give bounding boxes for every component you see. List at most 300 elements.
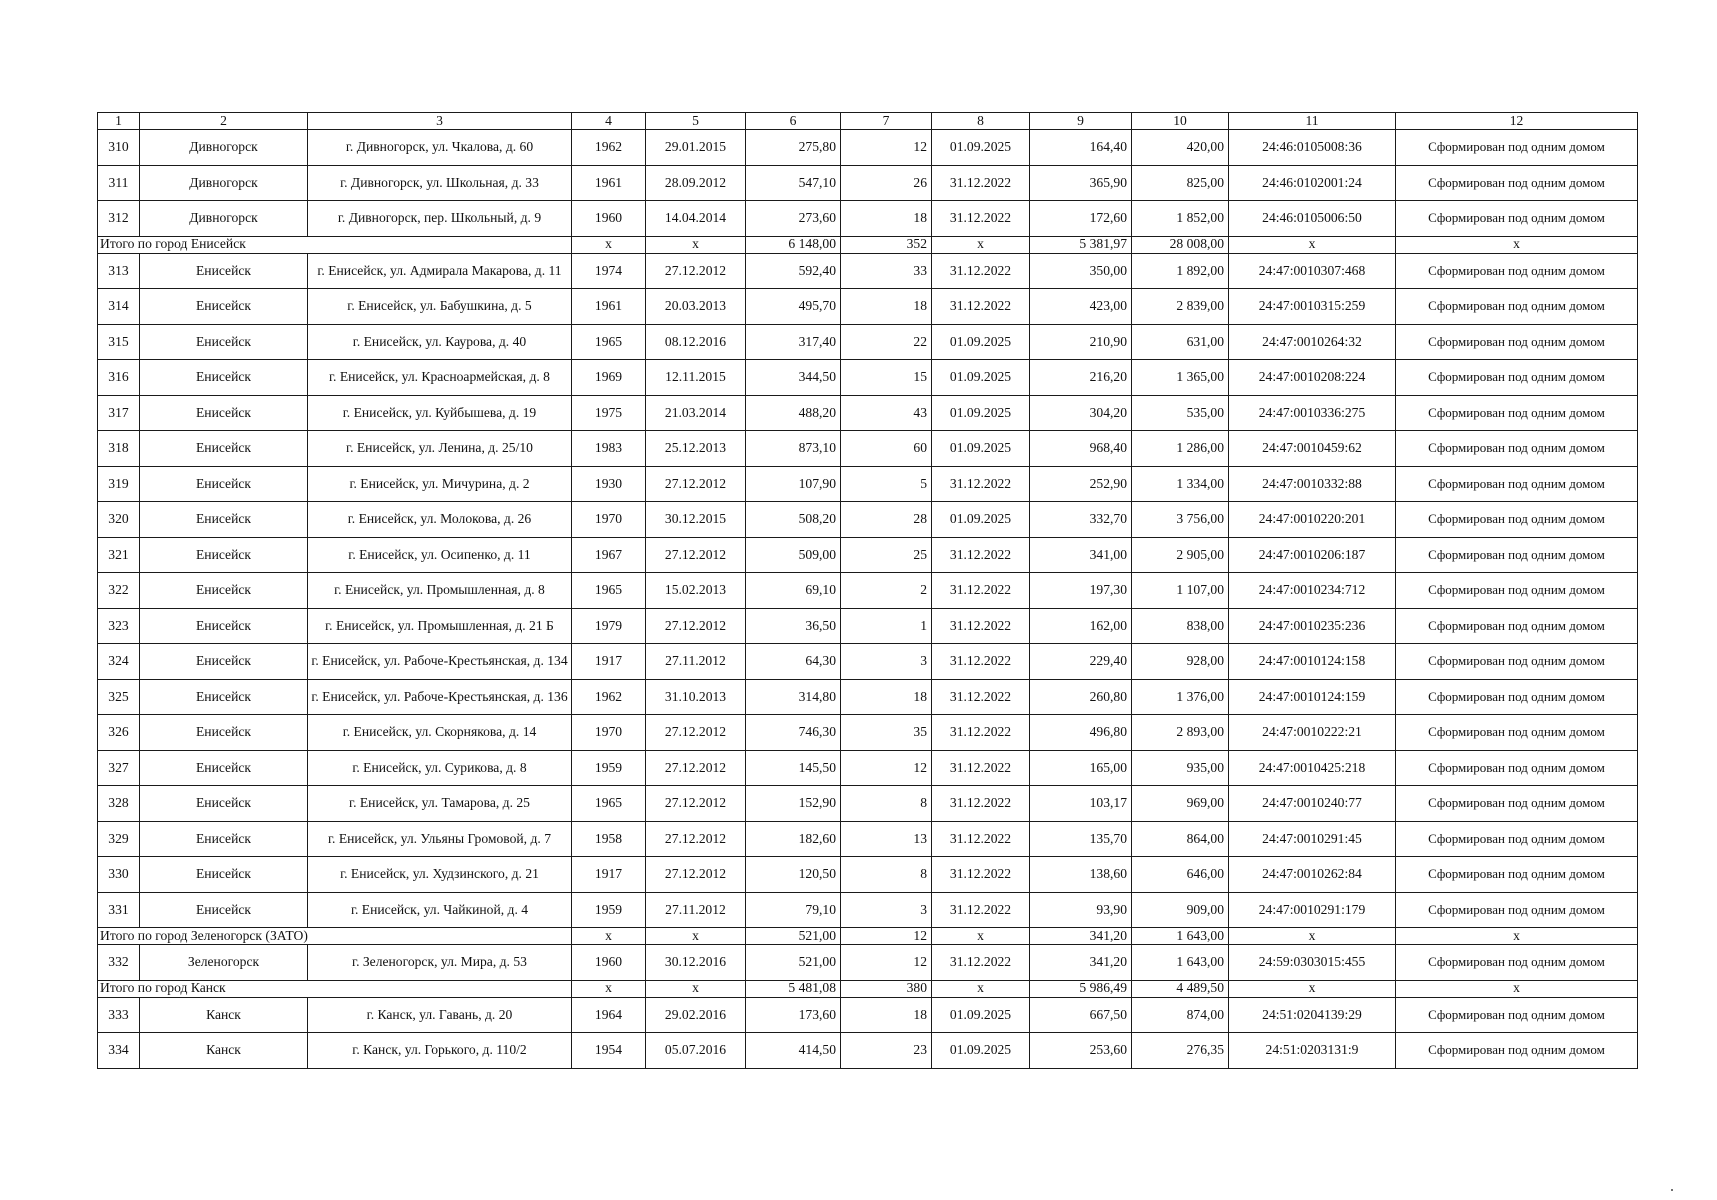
municipality-cell: Енисейск: [140, 715, 308, 751]
cadastral-number-cell: 24:51:0204139:29: [1229, 997, 1396, 1033]
table-row: [98, 324, 1638, 360]
deadline-date-cell: 31.12.2022: [932, 892, 1030, 928]
status-cell: x: [1396, 928, 1638, 945]
value-col-9-cell: 216,20: [1030, 360, 1132, 396]
date-cell: 29.01.2015: [646, 130, 746, 166]
address-cell: г. Енисейск, ул. Каурова, д. 40: [308, 324, 572, 360]
build-year-cell: 1964: [572, 997, 646, 1033]
address-cell: г. Енисейск, ул. Промышленная, д. 8: [308, 573, 572, 609]
row-number-cell: 332: [98, 945, 140, 981]
deadline-date-cell: 31.12.2022: [932, 945, 1030, 981]
value-col-9-cell: 5 381,97: [1030, 236, 1132, 253]
value-col-10-cell: 1 365,00: [1132, 360, 1229, 396]
deadline-date-cell: 01.09.2025: [932, 997, 1030, 1033]
address-cell: г. Енисейск, ул. Скорнякова, д. 14: [308, 715, 572, 751]
value-col-10-cell: 535,00: [1132, 395, 1229, 431]
value-col-10-cell: 631,00: [1132, 324, 1229, 360]
count-cell: 26: [841, 165, 932, 201]
value-col-9-cell: 423,00: [1030, 289, 1132, 325]
status-cell: Сформирован под одним домом: [1396, 130, 1638, 166]
date-cell: x: [646, 236, 746, 253]
address-cell: г. Енисейск, ул. Ульяны Громовой, д. 7: [308, 821, 572, 857]
status-cell: Сформирован под одним домом: [1396, 679, 1638, 715]
cadastral-number-cell: 24:47:0010220:201: [1229, 502, 1396, 538]
address-cell: г. Енисейск, ул. Тамарова, д. 25: [308, 786, 572, 822]
value-col-10-cell: 935,00: [1132, 750, 1229, 786]
value-col-10-cell: 2 893,00: [1132, 715, 1229, 751]
date-cell: x: [646, 928, 746, 945]
status-cell: Сформирован под одним домом: [1396, 502, 1638, 538]
deadline-date-cell: 31.12.2022: [932, 573, 1030, 609]
area-cell: 36,50: [746, 608, 841, 644]
row-number-cell: 312: [98, 201, 140, 237]
deadline-date-cell: 31.12.2022: [932, 165, 1030, 201]
address-cell: г. Енисейск, ул. Красноармейская, д. 8: [308, 360, 572, 396]
date-cell: 05.07.2016: [646, 1033, 746, 1069]
value-col-10-cell: 969,00: [1132, 786, 1229, 822]
deadline-date-cell: 01.09.2025: [932, 395, 1030, 431]
value-col-9-cell: 138,60: [1030, 857, 1132, 893]
address-cell: г. Енисейск, ул. Худзинского, д. 21: [308, 857, 572, 893]
cadastral-number-cell: 24:47:0010307:468: [1229, 253, 1396, 289]
deadline-date-cell: 31.12.2022: [932, 821, 1030, 857]
area-cell: 592,40: [746, 253, 841, 289]
area-cell: 120,50: [746, 857, 841, 893]
date-cell: 27.12.2012: [646, 537, 746, 573]
row-number-cell: 322: [98, 573, 140, 609]
row-number-cell: 324: [98, 644, 140, 680]
count-cell: 22: [841, 324, 932, 360]
build-year-cell: 1961: [572, 289, 646, 325]
table-row: [98, 997, 1638, 1033]
deadline-date-cell: 01.09.2025: [932, 502, 1030, 538]
municipality-cell: Енисейск: [140, 750, 308, 786]
cadastral-number-cell: 24:47:0010262:84: [1229, 857, 1396, 893]
build-year-cell: 1930: [572, 466, 646, 502]
row-number-cell: 328: [98, 786, 140, 822]
municipality-cell: Енисейск: [140, 857, 308, 893]
subtotal-row: [98, 928, 1638, 945]
count-cell: 2: [841, 573, 932, 609]
value-col-9-cell: 229,40: [1030, 644, 1132, 680]
date-cell: 27.12.2012: [646, 750, 746, 786]
area-cell: 508,20: [746, 502, 841, 538]
build-year-cell: 1959: [572, 750, 646, 786]
date-cell: 27.12.2012: [646, 715, 746, 751]
area-cell: 521,00: [746, 945, 841, 981]
value-col-10-cell: 1 892,00: [1132, 253, 1229, 289]
subtotal-row: [98, 236, 1638, 253]
status-cell: Сформирован под одним домом: [1396, 466, 1638, 502]
area-cell: 414,50: [746, 1033, 841, 1069]
address-cell: г. Енисейск, ул. Рабоче-Крестьянская, д. 136: [308, 679, 572, 715]
row-number-cell: 314: [98, 289, 140, 325]
value-col-10-cell: 1 107,00: [1132, 573, 1229, 609]
count-cell: 33: [841, 253, 932, 289]
area-cell: 182,60: [746, 821, 841, 857]
value-col-9-cell: 332,70: [1030, 502, 1132, 538]
row-number-cell: 320: [98, 502, 140, 538]
status-cell: Сформирован под одним домом: [1396, 537, 1638, 573]
area-cell: 873,10: [746, 431, 841, 467]
municipality-cell: Енисейск: [140, 892, 308, 928]
count-cell: 35: [841, 715, 932, 751]
subtotal-row: [98, 980, 1638, 997]
status-cell: Сформирован под одним домом: [1396, 573, 1638, 609]
row-number-cell: 321: [98, 537, 140, 573]
cadastral-number-cell: x: [1229, 236, 1396, 253]
deadline-date-cell: 31.12.2022: [932, 201, 1030, 237]
cadastral-number-cell: 24:46:0105006:50: [1229, 201, 1396, 237]
cadastral-number-cell: 24:47:0010234:712: [1229, 573, 1396, 609]
row-number-cell: 311: [98, 165, 140, 201]
deadline-date-cell: 31.12.2022: [932, 537, 1030, 573]
value-col-9-cell: 103,17: [1030, 786, 1132, 822]
value-col-10-cell: 1 852,00: [1132, 201, 1229, 237]
cadastral-number-cell: x: [1229, 928, 1396, 945]
address-cell: г. Дивногорск, пер. Школьный, д. 9: [308, 201, 572, 237]
area-cell: 152,90: [746, 786, 841, 822]
deadline-date-cell: 01.09.2025: [932, 130, 1030, 166]
municipality-cell: Енисейск: [140, 537, 308, 573]
cadastral-number-cell: 24:51:0203131:9: [1229, 1033, 1396, 1069]
table-row: [98, 821, 1638, 857]
deadline-date-cell: 01.09.2025: [932, 431, 1030, 467]
date-cell: 27.12.2012: [646, 786, 746, 822]
column-number-header-row: [98, 113, 1638, 130]
value-col-9-cell: 135,70: [1030, 821, 1132, 857]
build-year-cell: 1917: [572, 644, 646, 680]
build-year-cell: 1970: [572, 715, 646, 751]
status-cell: Сформирован под одним домом: [1396, 786, 1638, 822]
deadline-date-cell: x: [932, 928, 1030, 945]
municipality-cell: Енисейск: [140, 431, 308, 467]
date-cell: 29.02.2016: [646, 997, 746, 1033]
count-cell: 13: [841, 821, 932, 857]
build-year-cell: 1970: [572, 502, 646, 538]
table-row: [98, 253, 1638, 289]
status-cell: Сформирован под одним домом: [1396, 945, 1638, 981]
build-year-cell: 1965: [572, 324, 646, 360]
municipality-cell: Зеленогорск: [140, 945, 308, 981]
deadline-date-cell: 31.12.2022: [932, 679, 1030, 715]
value-col-9-cell: 172,60: [1030, 201, 1132, 237]
count-cell: 12: [841, 928, 932, 945]
value-col-10-cell: 3 756,00: [1132, 502, 1229, 538]
value-col-10-cell: 28 008,00: [1132, 236, 1229, 253]
deadline-date-cell: 31.12.2022: [932, 715, 1030, 751]
date-cell: x: [646, 980, 746, 997]
address-cell: г. Канск, ул. Гавань, д. 20: [308, 997, 572, 1033]
row-number-cell: 326: [98, 715, 140, 751]
status-cell: Сформирован под одним домом: [1396, 431, 1638, 467]
table-row: [98, 750, 1638, 786]
status-cell: Сформирован под одним домом: [1396, 892, 1638, 928]
status-cell: x: [1396, 980, 1638, 997]
count-cell: 1: [841, 608, 932, 644]
count-cell: 23: [841, 1033, 932, 1069]
build-year-cell: 1967: [572, 537, 646, 573]
municipality-cell: Енисейск: [140, 608, 308, 644]
build-year-cell: 1954: [572, 1033, 646, 1069]
municipality-cell: Енисейск: [140, 821, 308, 857]
municipality-cell: Енисейск: [140, 786, 308, 822]
count-cell: 12: [841, 130, 932, 166]
build-year-cell: 1962: [572, 130, 646, 166]
column-header: 11: [1229, 113, 1396, 130]
subtotal-label: Итого по город Зеленогорск (ЗАТО): [98, 928, 572, 945]
value-col-9-cell: 210,90: [1030, 324, 1132, 360]
scan-speck: [1671, 1189, 1673, 1191]
value-col-10-cell: 2 905,00: [1132, 537, 1229, 573]
date-cell: 08.12.2016: [646, 324, 746, 360]
row-number-cell: 331: [98, 892, 140, 928]
row-number-cell: 327: [98, 750, 140, 786]
date-cell: 31.10.2013: [646, 679, 746, 715]
value-col-9-cell: 304,20: [1030, 395, 1132, 431]
municipality-cell: Енисейск: [140, 679, 308, 715]
address-cell: г. Енисейск, ул. Куйбышева, д. 19: [308, 395, 572, 431]
address-cell: г. Зеленогорск, ул. Мира, д. 53: [308, 945, 572, 981]
count-cell: 18: [841, 201, 932, 237]
address-cell: г. Енисейск, ул. Адмирала Макарова, д. 11: [308, 253, 572, 289]
area-cell: 488,20: [746, 395, 841, 431]
value-col-9-cell: 164,40: [1030, 130, 1132, 166]
value-col-9-cell: 162,00: [1030, 608, 1132, 644]
column-header: 8: [932, 113, 1030, 130]
date-cell: 30.12.2016: [646, 945, 746, 981]
value-col-10-cell: 825,00: [1132, 165, 1229, 201]
cadastral-number-cell: 24:47:0010124:158: [1229, 644, 1396, 680]
cadastral-number-cell: 24:47:0010235:236: [1229, 608, 1396, 644]
table-row: [98, 289, 1638, 325]
count-cell: 18: [841, 289, 932, 325]
column-header: 4: [572, 113, 646, 130]
count-cell: 8: [841, 786, 932, 822]
column-header: 6: [746, 113, 841, 130]
area-cell: 314,80: [746, 679, 841, 715]
value-col-9-cell: 341,00: [1030, 537, 1132, 573]
column-header: 7: [841, 113, 932, 130]
value-col-10-cell: 1 286,00: [1132, 431, 1229, 467]
build-year-cell: 1962: [572, 679, 646, 715]
area-cell: 275,80: [746, 130, 841, 166]
status-cell: Сформирован под одним домом: [1396, 750, 1638, 786]
cadastral-number-cell: 24:47:0010222:21: [1229, 715, 1396, 751]
area-cell: 273,60: [746, 201, 841, 237]
municipality-cell: Енисейск: [140, 466, 308, 502]
build-year-cell: 1983: [572, 431, 646, 467]
row-number-cell: 334: [98, 1033, 140, 1069]
municipality-cell: Канск: [140, 997, 308, 1033]
area-cell: 344,50: [746, 360, 841, 396]
value-col-10-cell: 928,00: [1132, 644, 1229, 680]
deadline-date-cell: 31.12.2022: [932, 644, 1030, 680]
column-header: 2: [140, 113, 308, 130]
value-col-10-cell: 864,00: [1132, 821, 1229, 857]
value-col-10-cell: 1 376,00: [1132, 679, 1229, 715]
column-header: 12: [1396, 113, 1638, 130]
count-cell: 3: [841, 644, 932, 680]
table-row: [98, 573, 1638, 609]
column-header: 1: [98, 113, 140, 130]
cadastral-number-cell: 24:47:0010264:32: [1229, 324, 1396, 360]
cadastral-number-cell: 24:47:0010336:275: [1229, 395, 1396, 431]
area-cell: 746,30: [746, 715, 841, 751]
cadastral-number-cell: 24:46:0102001:24: [1229, 165, 1396, 201]
date-cell: 25.12.2013: [646, 431, 746, 467]
count-cell: 18: [841, 679, 932, 715]
value-col-10-cell: 1 643,00: [1132, 928, 1229, 945]
row-number-cell: 310: [98, 130, 140, 166]
document-page: [97, 112, 1637, 1069]
build-year-cell: 1975: [572, 395, 646, 431]
value-col-9-cell: 260,80: [1030, 679, 1132, 715]
table-row: [98, 130, 1638, 166]
column-header: 10: [1132, 113, 1229, 130]
column-header: 5: [646, 113, 746, 130]
status-cell: Сформирован под одним домом: [1396, 821, 1638, 857]
value-col-10-cell: 1 643,00: [1132, 945, 1229, 981]
date-cell: 12.11.2015: [646, 360, 746, 396]
status-cell: Сформирован под одним домом: [1396, 360, 1638, 396]
address-cell: г. Енисейск, ул. Рабоче-Крестьянская, д. 134: [308, 644, 572, 680]
municipality-cell: Дивногорск: [140, 130, 308, 166]
date-cell: 15.02.2013: [646, 573, 746, 609]
municipality-cell: Енисейск: [140, 324, 308, 360]
date-cell: 27.12.2012: [646, 253, 746, 289]
count-cell: 5: [841, 466, 932, 502]
status-cell: Сформирован под одним домом: [1396, 165, 1638, 201]
row-number-cell: 315: [98, 324, 140, 360]
area-cell: 5 481,08: [746, 980, 841, 997]
row-number-cell: 330: [98, 857, 140, 893]
value-col-9-cell: 197,30: [1030, 573, 1132, 609]
date-cell: 27.11.2012: [646, 644, 746, 680]
value-col-10-cell: 276,35: [1132, 1033, 1229, 1069]
value-col-10-cell: 909,00: [1132, 892, 1229, 928]
table-row: [98, 892, 1638, 928]
build-year-cell: 1965: [572, 786, 646, 822]
address-cell: г. Дивногорск, ул. Школьная, д. 33: [308, 165, 572, 201]
build-year-cell: x: [572, 236, 646, 253]
build-year-cell: 1959: [572, 892, 646, 928]
status-cell: Сформирован под одним домом: [1396, 201, 1638, 237]
cadastral-number-cell: 24:47:0010291:179: [1229, 892, 1396, 928]
row-number-cell: 313: [98, 253, 140, 289]
value-col-10-cell: 2 839,00: [1132, 289, 1229, 325]
row-number-cell: 317: [98, 395, 140, 431]
count-cell: 3: [841, 892, 932, 928]
table-row: [98, 608, 1638, 644]
value-col-10-cell: 420,00: [1132, 130, 1229, 166]
value-col-9-cell: 667,50: [1030, 997, 1132, 1033]
table-row: [98, 165, 1638, 201]
value-col-10-cell: 874,00: [1132, 997, 1229, 1033]
municipality-cell: Енисейск: [140, 253, 308, 289]
value-col-9-cell: 93,90: [1030, 892, 1132, 928]
count-cell: 12: [841, 945, 932, 981]
date-cell: 21.03.2014: [646, 395, 746, 431]
address-cell: г. Енисейск, ул. Молокова, д. 26: [308, 502, 572, 538]
count-cell: 8: [841, 857, 932, 893]
deadline-date-cell: 01.09.2025: [932, 1033, 1030, 1069]
value-col-10-cell: 1 334,00: [1132, 466, 1229, 502]
count-cell: 380: [841, 980, 932, 997]
value-col-9-cell: 252,90: [1030, 466, 1132, 502]
table-row: [98, 395, 1638, 431]
cadastral-number-cell: 24:46:0105008:36: [1229, 130, 1396, 166]
date-cell: 14.04.2014: [646, 201, 746, 237]
value-col-9-cell: 968,40: [1030, 431, 1132, 467]
value-col-9-cell: 5 986,49: [1030, 980, 1132, 997]
municipality-cell: Енисейск: [140, 395, 308, 431]
count-cell: 43: [841, 395, 932, 431]
build-year-cell: x: [572, 980, 646, 997]
area-cell: 6 148,00: [746, 236, 841, 253]
status-cell: Сформирован под одним домом: [1396, 395, 1638, 431]
status-cell: Сформирован под одним домом: [1396, 997, 1638, 1033]
build-year-cell: 1961: [572, 165, 646, 201]
table-row: [98, 502, 1638, 538]
area-cell: 509,00: [746, 537, 841, 573]
deadline-date-cell: 31.12.2022: [932, 608, 1030, 644]
date-cell: 27.12.2012: [646, 466, 746, 502]
municipality-cell: Канск: [140, 1033, 308, 1069]
subtotal-label: Итого по город Канск: [98, 980, 572, 997]
deadline-date-cell: x: [932, 236, 1030, 253]
value-col-9-cell: 341,20: [1030, 945, 1132, 981]
status-cell: Сформирован под одним домом: [1396, 324, 1638, 360]
deadline-date-cell: 31.12.2022: [932, 289, 1030, 325]
area-cell: 173,60: [746, 997, 841, 1033]
table-row: [98, 715, 1638, 751]
area-cell: 547,10: [746, 165, 841, 201]
row-number-cell: 323: [98, 608, 140, 644]
value-col-9-cell: 253,60: [1030, 1033, 1132, 1069]
value-col-9-cell: 165,00: [1030, 750, 1132, 786]
build-year-cell: 1979: [572, 608, 646, 644]
cadastral-number-cell: x: [1229, 980, 1396, 997]
table-row: [98, 466, 1638, 502]
status-cell: Сформирован под одним домом: [1396, 253, 1638, 289]
status-cell: Сформирован под одним домом: [1396, 608, 1638, 644]
status-cell: Сформирован под одним домом: [1396, 289, 1638, 325]
value-col-10-cell: 4 489,50: [1132, 980, 1229, 997]
value-col-9-cell: 365,90: [1030, 165, 1132, 201]
area-cell: 79,10: [746, 892, 841, 928]
cadastral-number-cell: 24:47:0010459:62: [1229, 431, 1396, 467]
deadline-date-cell: 31.12.2022: [932, 253, 1030, 289]
date-cell: 27.11.2012: [646, 892, 746, 928]
date-cell: 27.12.2012: [646, 821, 746, 857]
build-year-cell: 1969: [572, 360, 646, 396]
address-cell: г. Дивногорск, ул. Чкалова, д. 60: [308, 130, 572, 166]
date-cell: 30.12.2015: [646, 502, 746, 538]
area-cell: 317,40: [746, 324, 841, 360]
area-cell: 145,50: [746, 750, 841, 786]
status-cell: Сформирован под одним домом: [1396, 857, 1638, 893]
municipality-cell: Енисейск: [140, 289, 308, 325]
deadline-date-cell: 01.09.2025: [932, 360, 1030, 396]
address-cell: г. Канск, ул. Горького, д. 110/2: [308, 1033, 572, 1069]
status-cell: x: [1396, 236, 1638, 253]
cadastral-number-cell: 24:47:0010425:218: [1229, 750, 1396, 786]
build-year-cell: 1960: [572, 201, 646, 237]
cadastral-number-cell: 24:47:0010332:88: [1229, 466, 1396, 502]
area-cell: 64,30: [746, 644, 841, 680]
deadline-date-cell: 31.12.2022: [932, 466, 1030, 502]
